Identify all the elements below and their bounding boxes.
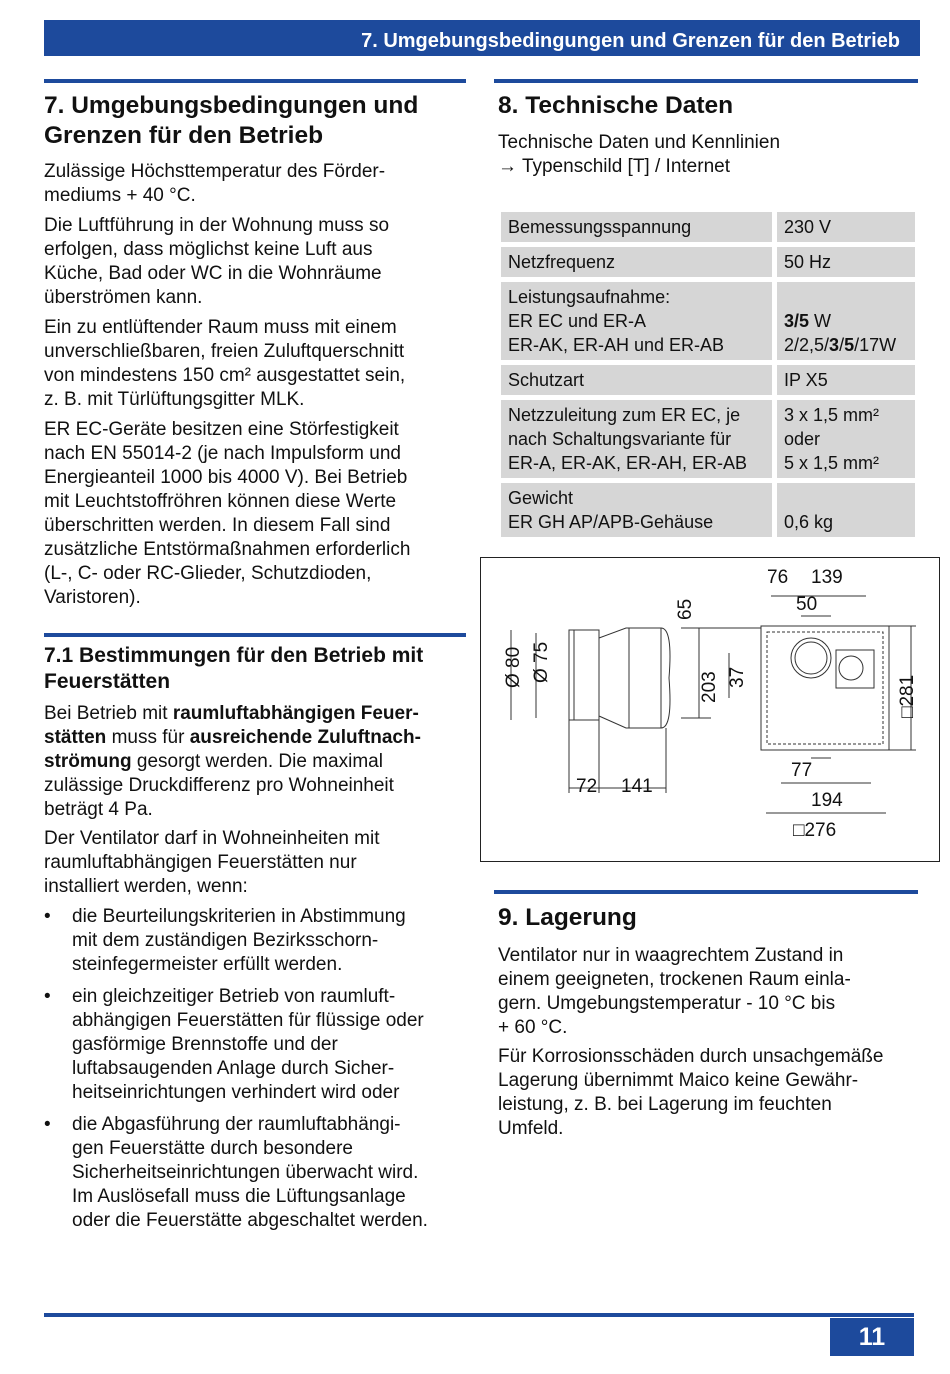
cell-text: oder bbox=[784, 429, 821, 449]
text-line: nach EN 55014-2 (je nach Impulsform und bbox=[44, 443, 401, 464]
running-header-title: 7. Umgebungsbedingungen und Grenzen für den Betrieb bbox=[361, 30, 900, 52]
dim-label: 50 bbox=[796, 594, 818, 615]
table-cell bbox=[501, 483, 772, 537]
running-header bbox=[44, 20, 920, 56]
page-number bbox=[830, 1318, 914, 1356]
dim-label: 65 bbox=[675, 598, 696, 620]
cell-text: 230 V bbox=[784, 217, 832, 237]
text-run: gesorgt werden. Die maximal bbox=[131, 751, 383, 772]
dim-label: Ø 75 bbox=[531, 641, 552, 683]
footer-rule bbox=[44, 1313, 914, 1317]
text-line: leistung, z. B. bei Lagerung im feuchten bbox=[498, 1094, 832, 1115]
text-run-bold: ausreichende Zuluftnach- bbox=[189, 727, 421, 748]
dim-label: 76 bbox=[767, 567, 789, 588]
section-7-1-bullet-list bbox=[44, 905, 466, 1241]
text-line: Ventilator nur in waagrechtem Zustand in bbox=[498, 945, 844, 966]
cell-text: ER-A, ER-AK, ER-AH, ER-AB bbox=[508, 453, 748, 473]
cell-text: /17W bbox=[854, 335, 897, 355]
section-9-title bbox=[498, 903, 922, 933]
text-line: überschritten werden. In diesem Fall sind bbox=[44, 515, 391, 536]
table-cell bbox=[777, 483, 915, 537]
table-cell bbox=[501, 400, 772, 478]
section-7-1-paragraph-1 bbox=[44, 702, 466, 822]
section-7-1-rule bbox=[44, 633, 466, 637]
text-line: abhängigen Feuerstätten für flüssige oder bbox=[72, 1010, 424, 1031]
dim-label: 141 bbox=[621, 776, 653, 797]
cell-text: / bbox=[839, 335, 845, 355]
page-number-text: 11 bbox=[858, 1323, 886, 1351]
cell-text: Netzzuleitung zum ER EC, je bbox=[508, 405, 741, 425]
text-line: erfolgen, dass möglichst keine Luft aus bbox=[44, 239, 373, 260]
text-line: die Beurteilungskriterien in Abstimmung bbox=[72, 906, 406, 927]
section-8-heading: 8. Technische Daten bbox=[498, 92, 734, 119]
cell-text: 0,6 kg bbox=[784, 512, 834, 532]
text-run: muss für bbox=[106, 727, 190, 748]
housing-side-shape bbox=[599, 628, 661, 728]
table-cell bbox=[777, 365, 915, 395]
cell-text: Leistungsaufnahme: bbox=[508, 287, 671, 307]
dimension-drawing bbox=[480, 557, 940, 862]
cell-text-bold: 5 bbox=[844, 335, 855, 355]
table-cell bbox=[501, 282, 772, 360]
section-8-rule bbox=[494, 79, 918, 83]
section-8-title bbox=[498, 91, 922, 121]
section-7-1-paragraph-2 bbox=[44, 827, 466, 899]
text-run: Bei Betrieb mit bbox=[44, 703, 173, 724]
text-line: (L-, C- oder RC-Glieder, Schutzdioden, bbox=[44, 563, 372, 584]
section-7-paragraph-2 bbox=[44, 214, 466, 310]
text-line: z. B. mit Türlüftungsgitter MLK. bbox=[44, 389, 305, 410]
section-7-paragraph-4 bbox=[44, 418, 466, 610]
cell-text: 2/2,5/ bbox=[784, 335, 830, 355]
text-line: Ein zu entlüftender Raum muss mit einem bbox=[44, 317, 397, 338]
text-line: überströmen kann. bbox=[44, 287, 203, 308]
table-cell bbox=[501, 212, 772, 242]
text-line: gasförmige Brennstoffe und der bbox=[72, 1034, 338, 1055]
text-line: + 60 °C. bbox=[498, 1017, 568, 1038]
text-line: mit Leuchtstoffröhren können diese Werte bbox=[44, 491, 397, 512]
text-line: ein gleichzeitiger Betrieb von raumluft- bbox=[72, 986, 396, 1007]
text-line: Sicherheitseinrichtungen überwacht wird. bbox=[72, 1162, 419, 1183]
cell-text: 5 x 1,5 mm² bbox=[784, 453, 880, 473]
text-run-bold: raumluftabhängigen Feuer- bbox=[172, 703, 419, 724]
text-line: Im Auslösefall muss die Lüftungsanlage bbox=[72, 1186, 406, 1207]
text-line: Für Korrosionsschäden durch unsachgemäße bbox=[498, 1046, 884, 1067]
section-7-paragraph-1 bbox=[44, 160, 466, 208]
text-line: steinfegermeister erfüllt werden. bbox=[72, 954, 343, 975]
dim-label: 194 bbox=[811, 790, 843, 811]
section-8-intro bbox=[498, 131, 922, 179]
dim-label: 203 bbox=[699, 671, 720, 703]
text-line: Der Ventilator darf in Wohneinheiten mit bbox=[44, 828, 380, 849]
text-line: Typenschild [T] / Internet bbox=[521, 156, 730, 177]
list-item bbox=[44, 1113, 466, 1233]
cell-text: ER-AK, ER-AH und ER-AB bbox=[508, 335, 725, 355]
dim-label: □276 bbox=[793, 820, 837, 841]
text-line: luftabsaugenden Anlage durch Sicher- bbox=[72, 1058, 395, 1079]
bullet-icon: • bbox=[44, 1114, 51, 1135]
dim-label: 72 bbox=[576, 776, 598, 797]
table-row bbox=[501, 365, 915, 395]
cell-text-bold: 3 bbox=[829, 335, 840, 355]
text-line: Umfeld. bbox=[498, 1118, 564, 1139]
section-9-paragraph-2 bbox=[498, 1045, 922, 1141]
text-line: unverschließbaren, freien Zuluftquerschnitt bbox=[44, 341, 405, 362]
dimension-drawing-svg bbox=[481, 558, 939, 861]
text-line: mit dem zuständigen Bezirksschorn- bbox=[72, 930, 379, 951]
table-cell bbox=[777, 212, 915, 242]
section-9-paragraph-1 bbox=[498, 944, 922, 1040]
text-line: Zulässige Höchsttemperatur des Förder- bbox=[44, 161, 386, 182]
text-run-bold: stätten bbox=[44, 727, 107, 748]
duct-opening-shape bbox=[791, 638, 831, 678]
dim-label: 139 bbox=[811, 567, 843, 588]
text-line: von mindestens 150 cm² ausgestattet sein, bbox=[44, 365, 406, 386]
cell-text: Bemessungsspannung bbox=[508, 217, 692, 237]
section-7-1-title-line1: 7.1 Bestimmungen für den Betrieb mit bbox=[44, 644, 424, 667]
cell-text-bold: 3/5 bbox=[784, 311, 810, 331]
technical-data-table bbox=[496, 207, 920, 542]
text-line: zusätzliche Entstörmaßnahmen erforderlich bbox=[44, 539, 411, 560]
text-line: gen Feuerstätte durch besondere bbox=[72, 1138, 353, 1159]
table-row bbox=[501, 247, 915, 277]
cell-text: nach Schaltungsvariante für bbox=[508, 429, 732, 449]
table-cell bbox=[777, 400, 915, 478]
dim-label: 37 bbox=[727, 666, 748, 688]
dim-label: Ø 80 bbox=[503, 646, 524, 688]
cell-text: 3 x 1,5 mm² bbox=[784, 405, 880, 425]
cell-text: ER EC und ER-A bbox=[508, 311, 647, 331]
cell-text: Schutzart bbox=[508, 370, 585, 390]
section-7-title-line1: 7. Umgebungsbedingungen und bbox=[44, 92, 419, 119]
section-9-rule bbox=[494, 890, 918, 894]
text-line: die Abgasführung der raumluftabhängi- bbox=[72, 1114, 401, 1135]
cell-text: 50 Hz bbox=[784, 252, 832, 272]
section-7-1-title-line2: Feuerstätten bbox=[44, 670, 171, 693]
table-row bbox=[501, 483, 915, 537]
text-run: beträgt 4 Pa. bbox=[44, 799, 153, 820]
text-line: Die Luftführung in der Wohnung muss so bbox=[44, 215, 390, 236]
text-line: raumluftabhängigen Feuerstätten nur bbox=[44, 852, 357, 873]
dim-label: 77 bbox=[791, 760, 813, 781]
list-item bbox=[44, 905, 466, 977]
text-line: Küche, Bad oder WC in die Wohnräume bbox=[44, 263, 382, 284]
cell-text: Gewicht bbox=[508, 488, 574, 508]
text-line: oder die Feuerstätte abgeschaltet werden. bbox=[72, 1210, 428, 1231]
text-line: gern. Umgebungstemperatur - 10 °C bis bbox=[498, 993, 836, 1014]
table-cell bbox=[501, 365, 772, 395]
section-7-rule bbox=[44, 79, 466, 83]
cell-text: Netzfrequenz bbox=[508, 252, 616, 272]
text-line: einem geeigneten, trockenen Raum einla- bbox=[498, 969, 851, 990]
cell-text: IP X5 bbox=[784, 370, 828, 390]
cell-text: ER GH AP/APB-Gehäuse bbox=[508, 512, 714, 532]
arrow-right-icon: → bbox=[498, 156, 517, 177]
cell-text: W bbox=[809, 311, 832, 331]
table-row bbox=[501, 400, 915, 478]
table-cell bbox=[501, 247, 772, 277]
text-line: installiert werden, wenn: bbox=[44, 876, 248, 897]
section-7-title bbox=[44, 91, 466, 151]
table-row bbox=[501, 212, 915, 242]
text-line: ER EC-Geräte besitzen eine Störfestigkeit bbox=[44, 419, 399, 440]
text-run-bold: strömung bbox=[44, 751, 132, 772]
bullet-icon: • bbox=[44, 986, 51, 1007]
section-7-title-line2: Grenzen für den Betrieb bbox=[44, 122, 324, 149]
dim-label: □281 bbox=[897, 674, 918, 718]
text-line: Varistoren). bbox=[44, 587, 141, 608]
table-cell bbox=[777, 282, 915, 360]
text-line: heitseinrichtungen verhindert wird oder bbox=[72, 1082, 400, 1103]
section-7-1-title bbox=[44, 643, 466, 695]
text-line: Technische Daten und Kennlinien bbox=[498, 132, 781, 153]
text-run: zulässige Druckdifferenz pro Wohneinheit bbox=[44, 775, 394, 796]
bullet-icon: • bbox=[44, 906, 51, 927]
section-9-heading: 9. Lagerung bbox=[498, 904, 637, 931]
table-cell bbox=[777, 247, 915, 277]
table-row bbox=[501, 282, 915, 360]
text-line: Energieanteil 1000 bis 4000 V). Bei Betrieb bbox=[44, 467, 408, 488]
text-line: mediums + 40 °C. bbox=[44, 185, 196, 206]
section-7-paragraph-3 bbox=[44, 316, 466, 412]
list-item bbox=[44, 985, 466, 1105]
text-line: Lagerung übernimmt Maico keine Gewähr- bbox=[498, 1070, 859, 1091]
